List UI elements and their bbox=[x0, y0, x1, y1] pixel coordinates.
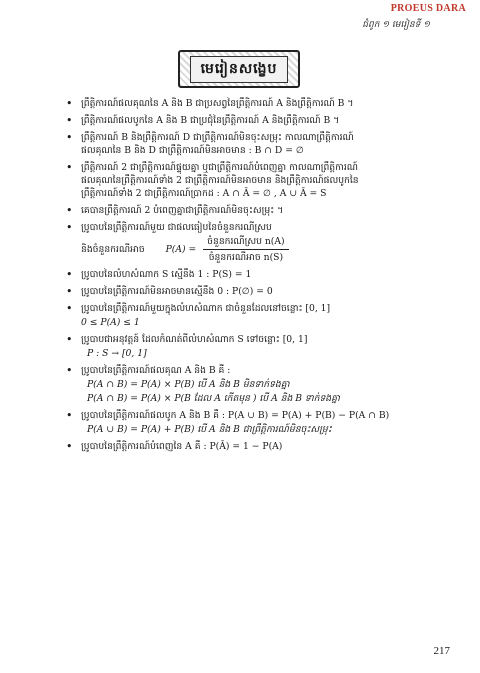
page-title: មេរៀនសង្ខេប bbox=[190, 56, 289, 83]
brand-label: PROEUS DARA bbox=[390, 3, 466, 14]
fraction bbox=[203, 235, 288, 264]
item-text: ព្រឹត្តិការណ៍ B និងព្រឹត្តិការណ៍ D ជាព្រឹត្តិការណ៍មិនចុះសម្រុះ កាលណាព្រឹត្តិការណ៍ bbox=[81, 132, 354, 143]
bullet-icon: • bbox=[66, 161, 73, 174]
bullet-icon: • bbox=[66, 409, 73, 422]
item-text: ប្រូបាបនៃព្រឹត្តិការណ៍មិនអាចមានស្មើនឹង 0 : P(∅) = 0 bbox=[81, 286, 273, 297]
item-text: ប្រូបាបនៃព្រឹត្តិការណ៍មួយក្នុងលំហសំណាក ជាចំនួនដែលនៅចន្លោះ [0, 1] bbox=[81, 303, 331, 314]
bullet-icon: • bbox=[66, 268, 73, 281]
formula-line: P(A ∩ B) = P(A) × P(B ដែល A កើតមុន ) បើ A និង B ទាក់ទងគ្នា bbox=[87, 393, 340, 404]
list-item bbox=[66, 114, 446, 127]
list-item bbox=[66, 97, 446, 110]
list-item bbox=[66, 204, 446, 217]
item-text: ប្រូបាបនៃលំហសំណាក S ស្មើនឹង 1 : P(S) = 1 bbox=[81, 269, 252, 280]
list-item bbox=[66, 161, 446, 200]
item-text: ប្រូបាបនៃព្រឹត្តិការណ៍បំពេញនៃ A គឺ : P(Ā) = 1 − P(A) bbox=[81, 441, 283, 452]
item-text: ប្រូបាបនៃព្រឹត្តិការណ៍ផលបូក A និង B គឺ : P(A ∪ B) = P(A) + P(B) − P(A ∩ B) bbox=[81, 410, 390, 421]
formula-lhs: P(A) = bbox=[165, 244, 197, 255]
fraction-denominator: ចំនួនករណីអាច n(S) bbox=[208, 252, 284, 263]
item-text-lead: និងចំនួនករណីអាច bbox=[81, 244, 145, 255]
list-item bbox=[66, 440, 446, 453]
bullet-icon: • bbox=[66, 221, 73, 234]
list-item bbox=[66, 268, 446, 281]
summary-list bbox=[66, 97, 446, 457]
item-text: ប្រូបាបនៃព្រឹត្តិការណ៍មួយ ជាផលធៀបនៃចំនួនករណីស្រប bbox=[81, 222, 272, 233]
bullet-icon: • bbox=[66, 440, 73, 453]
bullet-icon: • bbox=[66, 114, 73, 127]
list-item bbox=[66, 333, 446, 360]
item-text: ផលគុណនៃ B និង D ជាព្រឹត្តិការណ៍មិនអាចមាន : B ∩ D = ∅ bbox=[81, 145, 304, 156]
item-text: ព្រឹត្តិការណ៍ទាំង 2 ជាព្រឹត្តិការណ៍ប្រាកដ : A ∩ Ā = ∅ , A ∪ Ā = S bbox=[81, 188, 327, 199]
item-text: ព្រឹត្តិការណ៍ផលគុណនៃ A និង B ជាប្រសព្វនៃព្រឹត្តិការណ៍ A និងព្រឹត្តិការណ៍ B ។ bbox=[81, 98, 354, 109]
item-text bbox=[81, 235, 446, 264]
list-item bbox=[66, 221, 446, 264]
bullet-icon: • bbox=[66, 302, 73, 315]
bullet-icon: • bbox=[66, 131, 73, 144]
bullet-icon: • bbox=[66, 204, 73, 217]
formula-line: 0 ≤ P(A) ≤ 1 bbox=[81, 317, 140, 328]
item-text: ផលគុណនៃព្រឹត្តិការណ៍ទាំង 2 ជាព្រឹត្តិការណ៍មិនអាចមាន និងព្រឹត្តិការណ៍ផលបូកនៃ bbox=[81, 175, 359, 186]
fraction-numerator: ចំនួនករណីស្រប n(A) bbox=[203, 235, 288, 250]
list-item bbox=[66, 131, 446, 157]
list-item bbox=[66, 364, 446, 405]
item-text: ព្រឹត្តិការណ៍ 2 ជាព្រឹត្តិការណ៍ផ្ទុយគ្នា ឬជាព្រឹត្តិការណ៍បំពេញគ្នា កាលណាព្រឹត្តិការណ៍ bbox=[81, 162, 359, 173]
list-item bbox=[66, 409, 446, 436]
bullet-icon: • bbox=[66, 285, 73, 298]
item-text: ព្រឹត្តិការណ៍ផលបូកនៃ A និង B ជាប្រជុំនៃព្រឹត្តិការណ៍ A និងព្រឹត្តិការណ៍ B ។ bbox=[81, 115, 340, 126]
formula-line: P(A ∩ B) = P(A) × P(B) បើ A និង B មិនទាក់ទងគ្នា bbox=[87, 379, 290, 390]
formula-line: P(A ∪ B) = P(A) + P(B) បើ A និង B ជាព្រឹត្តិការណ៍មិនចុះសម្រុះ bbox=[87, 424, 332, 435]
formula-line: P : S → [0, 1] bbox=[87, 348, 147, 359]
bullet-icon: • bbox=[66, 97, 73, 110]
bullet-icon: • bbox=[66, 333, 73, 346]
list-item bbox=[66, 302, 446, 329]
bullet-icon: • bbox=[66, 364, 73, 377]
list-item bbox=[66, 285, 446, 298]
page-number: 217 bbox=[433, 645, 450, 657]
item-text: ប្រូបាបជាអនុវត្តន៍ ដែលកំណត់ពីលំហសំណាក S ទៅចន្លោះ [0, 1] bbox=[81, 334, 308, 345]
item-text: គេបានព្រឹត្តិការណ៍ 2 បំពេញគ្នាជាព្រឹត្តិការណ៍មិនចុះសម្រុះ ។ bbox=[81, 205, 284, 216]
title-box bbox=[178, 50, 300, 88]
chapter-label: ជំពូក ១ មេរៀនទី ១ bbox=[362, 20, 430, 30]
item-text: ប្រូបាបនៃព្រឹត្តិការណ៍ផលគុណ A និង B គឺ : bbox=[81, 365, 231, 376]
